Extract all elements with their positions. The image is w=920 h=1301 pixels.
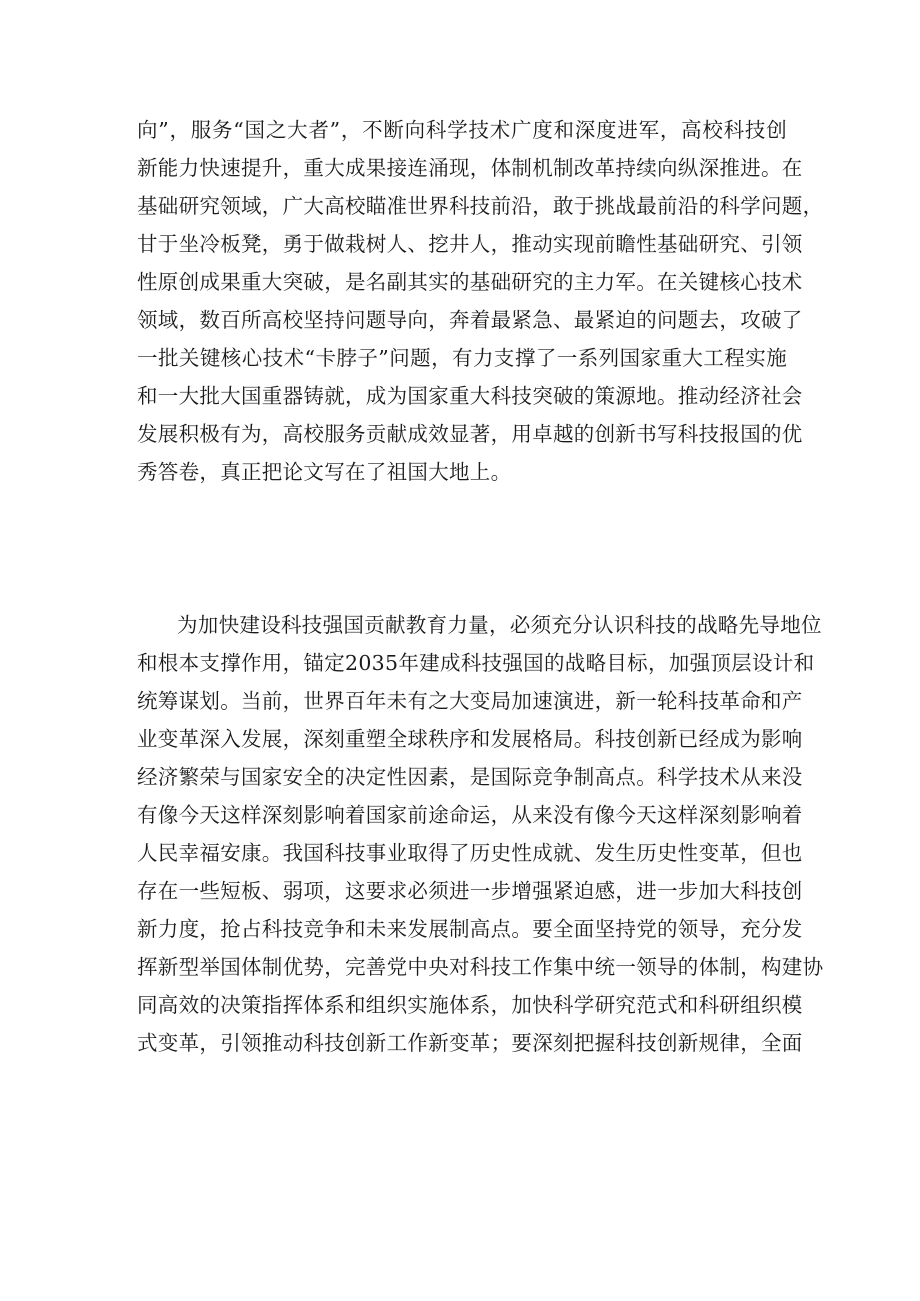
paragraph-line: 新力度，抢占科技竞争和未来发展制高点。要全面坚持党的领导，充分发 — [137, 917, 803, 941]
paragraph-line: 业变革深入发展，深刻重塑全球秩序和发展格局。科技创新已经成为影响 — [137, 727, 803, 751]
paragraph-line: 和根本支撑作用，锚定2035年建成科技强国的战略目标，加强顶层设计和 — [137, 651, 815, 675]
paragraph-1 — [137, 111, 824, 491]
paragraph-line: 甘于坐冷板凳，勇于做栽树人、挖井人，推动实现前瞻性基础研究、引领 — [137, 232, 803, 256]
paragraph-line: 式变革，引领推动科技创新工作新变革；要深刻把握科技创新规律，全面 — [137, 1031, 803, 1055]
paragraph-line: 为加快建设科技强国贡献教育力量，必须充分认识科技的战略先导地位 — [177, 613, 822, 637]
paragraph-line: 性原创成果重大突破，是名副其实的基础研究的主力军。在关键核心技术 — [137, 270, 803, 294]
paragraph-line: 向”，服务“国之大者”，不断向科学技术广度和深度进军，高校科技创 — [137, 118, 787, 142]
paragraph-line: 经济繁荣与国家安全的决定性因素，是国际竞争制高点。科学技术从来没 — [137, 765, 803, 789]
paragraph-2 — [137, 606, 824, 1062]
paragraph-line: 一批关键核心技术“卡脖子”问题，有力支撑了一系列国家重大工程实施 — [137, 346, 787, 370]
paragraph-line: 同高效的决策指挥体系和组织实施体系，加快科学研究范式和科研组织模 — [137, 993, 803, 1017]
paragraph-line: 领域，数百所高校坚持问题导向，奔着最紧急、最紧迫的问题去，攻破了 — [137, 308, 803, 332]
paragraph-line: 发展积极有为，高校服务贡献成效显著，用卓越的创新书写科技报国的优 — [137, 422, 803, 446]
paragraph-line: 统筹谋划。当前，世界百年未有之大变局加速演进，新一轮科技革命和产 — [137, 689, 803, 713]
paragraph-line: 基础研究领域，广大高校瞄准世界科技前沿，敢于挑战最前沿的科学问题， — [137, 194, 824, 218]
paragraph-line: 有像今天这样深刻影响着国家前途命运，从来没有像今天这样深刻影响着 — [137, 803, 803, 827]
paragraph-line: 秀答卷，真正把论文写在了祖国大地上。 — [137, 460, 512, 484]
paragraph-line: 挥新型举国体制优势，完善党中央对科技工作集中统一领导的体制，构建协 — [137, 955, 824, 979]
paragraph-line: 和一大批大国重器铸就，成为国家重大科技突破的策源地。推动经济社会 — [137, 384, 803, 408]
paragraph-line: 新能力快速提升，重大成果接连涌现，体制机制改革持续向纵深推进。在 — [137, 156, 803, 180]
paragraph-line: 人民幸福安康。我国科技事业取得了历史性成就、发生历史性变革，但也 — [137, 841, 803, 865]
paragraph-line: 存在一些短板、弱项，这要求必须进一步增强紧迫感，进一步加大科技创 — [137, 879, 803, 903]
